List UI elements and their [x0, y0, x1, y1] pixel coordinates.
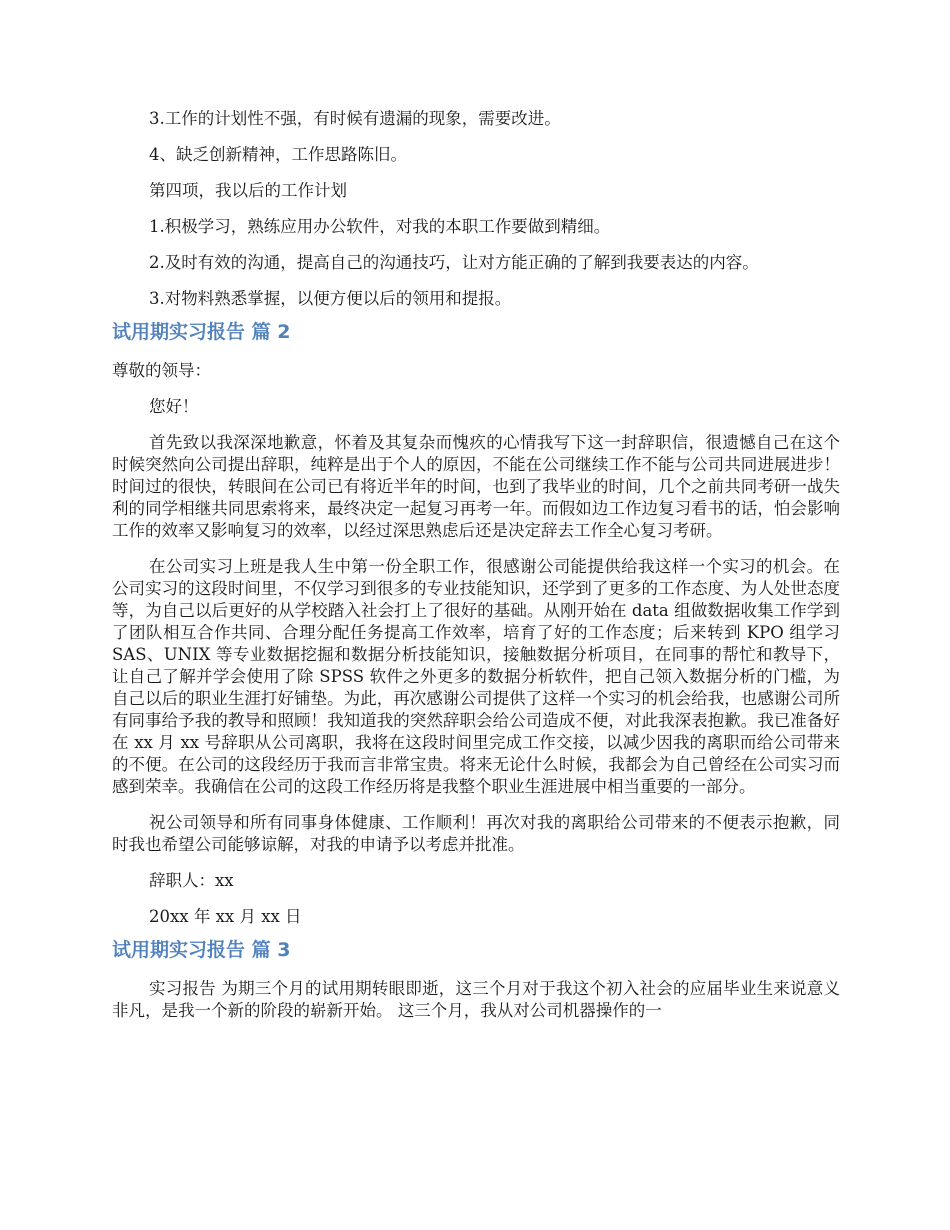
list-item: 2.及时有效的沟通，提高自己的沟通技巧，让对方能正确的了解到我要表达的内容。	[149, 253, 759, 272]
date-line: 20xx 年 xx 月 xx 日	[149, 907, 302, 926]
list-item: 3.对物料熟悉掌握，以便方便以后的领用和提报。	[149, 289, 512, 308]
list-item: 1.积极学习，熟练应用办公软件，对我的本职工作要做到精细。	[149, 217, 611, 236]
body-paragraph: 实习报告 为期三个月的试用期转眼即逝，这三个月对于我这个初入社会的应届毕业生来说意义非凡，是我一个新的阶段的崭新开始。 这三个月，我从对公司机器操作的一	[112, 979, 840, 1020]
signer-line: 辞职人：xx	[149, 871, 234, 890]
body-paragraph: 在公司实习上班是我人生中第一份全职工作，很感谢公司能提供给我这样一个实习的机会。在公司实习的这段时间里，不仅学习到很多的专业技能知识，还学到了更多的工作态度、为人处世态度等，为自己以后更好的从学校踏入社会打上了很好的基础。从刚开始在 data 组做数据收集工作学到了团队相互合作共同、合理分配任务提高工作效率，培育了好的工作态度；后来转到 KPO 组学习 SAS、UNIX 等专业数据挖掘和数据分析技能知识，接触数据分析项目，在同事的帮忙和教导下，让自己了解并学会使用了除 SPSS 软件之外更多的数据分析软件，把自己领入数据分析的门槛，为自己以后的职业生涯打好铺垫。为此，再次感谢公司提供了这样一个实习的机会给我，也感谢公司所有同事给予我的教导和照顾！我知道我的突然辞职会给公司造成不便，对此我深表抱歉。我已准备好在 xx 月 xx 号辞职从公司离职，我将在这段时间里完成工作交接，以减少因我的离职而给公司带来的不便。在公司的这段经历于我而言非常宝贵。将来无论什么时候，我都会为自己曾经在公司实习而感到荣幸。我确信在公司的这段工作经历将是我整个职业生涯进展中相当重要的一部分。	[112, 557, 840, 796]
list-item: 3.工作的计划性不强，有时候有遗漏的现象，需要改进。	[149, 109, 561, 128]
list-item: 4、缺乏创新精神，工作思路陈旧。	[149, 145, 407, 164]
body-paragraph: 首先致以我深深地歉意，怀着及其复杂而愧疚的心情我写下这一封辞职信，很遗憾自己在这个时候突然向公司提出辞职，纯粹是出于个人的原因，不能在公司继续工作不能与公司共同进展进步！时间过的很快，转眼间在公司已有将近半年的时间，也到了我毕业的时间，几个之前共同考研一战失利的同学相继共同思索将来，最终决定一起复习再考一年。而假如边工作边复习看书的话，怕会影响工作的效率又影响复习的效率，以经过深思熟虑后还是决定辞去工作全心复习考研。	[112, 433, 840, 540]
body-paragraph: 祝公司领导和所有同事身体健康、工作顺利！再次对我的离职给公司带来的不便表示抱歉，同时我也希望公司能够谅解，对我的申请予以考虑并批准。	[112, 813, 840, 854]
section-heading: 试用期实习报告 篇 2	[112, 321, 291, 343]
document-page	[112, 108, 840, 1036]
list-item: 第四项，我以后的工作计划	[149, 181, 347, 200]
salutation: 尊敬的领导：	[112, 361, 211, 380]
section-heading: 试用期实习报告 篇 3	[112, 939, 291, 961]
greeting: 您好！	[149, 397, 199, 416]
